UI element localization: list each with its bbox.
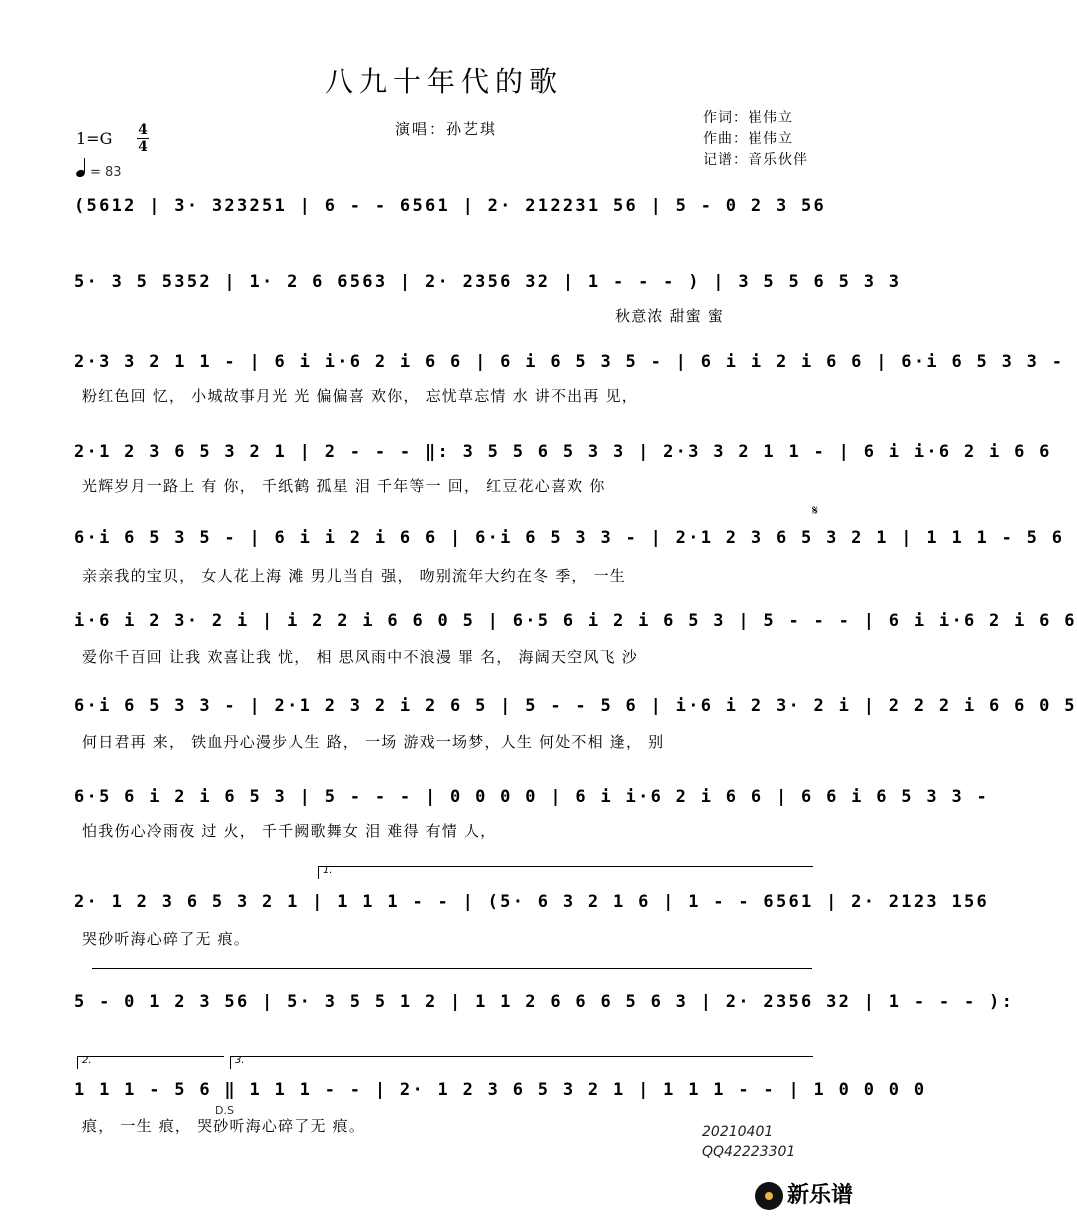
- lyric-line-4: 光辉岁月一路上 有 你， 千纸鹤 孤星 泪 千年等一 回， 红豆花心喜欢 你: [82, 477, 606, 495]
- volta-label-3: 3.: [235, 1055, 245, 1066]
- note-stem-icon: [84, 158, 85, 172]
- volta-label-2: 2.: [82, 1055, 92, 1066]
- volta-bracket-3: [230, 1056, 813, 1069]
- lyric-line-5: 亲亲我的宝贝， 女人花上海 滩 男儿当自 强， 吻别流年大约在冬 季， 一生: [82, 567, 626, 585]
- repeat-bracket: [92, 968, 812, 981]
- key-signature: 1=G: [76, 129, 113, 148]
- lyric-line-7: 何日君再 来， 铁血丹心漫步人生 路， 一场 游戏一场梦，人生 何处不相 逢， 别: [82, 733, 665, 751]
- volta-label-1: 1.: [323, 865, 333, 876]
- time-signature-top: 4: [138, 122, 148, 138]
- brand-logo: [755, 1178, 853, 1210]
- qq-stamp: QQ42223301: [702, 1144, 796, 1160]
- composer-credit: 作曲：崔伟立: [703, 131, 793, 147]
- staff-line-11: 1 1 1 - 5 6 ‖ 1 1 1 - - | 2· 1 2 3 6 5 3 2 1 | 1 1 1 - - | 1 0 0 0 0: [74, 1080, 927, 1100]
- lyric-line-8: 怕我伤心冷雨夜 过 火， 千千阙歌舞女 泪 难得 有情 人，: [82, 822, 497, 840]
- tempo-value: = 83: [90, 165, 122, 180]
- staff-line-5: 6·i 6 5 3 5 - | 6 i i 2 i 6 6 | 6·i 6 5 3 3 - | 2·1 2 3 6 5 3 2 1 | 1 1 1 - 5 6: [74, 528, 1065, 548]
- staff-line-8: 6·5 6 i 2 i 6 5 3 | 5 - - - | 0 0 0 0 | 6 i i·6 2 i 6 6 | 6 6 i 6 5 3 3 -: [74, 787, 990, 807]
- lyricist-credit: 作词：崔伟立: [703, 110, 793, 126]
- lyric-line-6: 爱你千百回 让我 欢喜让我 忧， 相 思风雨中不浪漫 罪 名， 海阔天空风飞 沙: [82, 648, 638, 666]
- tempo-mark: [76, 162, 122, 180]
- time-signature: [137, 122, 149, 155]
- lyric-line-3: 粉红色回 忆， 小城故事月光 光 偏偏喜 欢你， 忘忧草忘情 水 讲不出再 见，: [82, 387, 638, 405]
- credits-block: [703, 108, 808, 171]
- record-disc-icon: [755, 1182, 783, 1210]
- staff-line-9: 2· 1 2 3 6 5 3 2 1 | 1 1 1 - - | (5· 6 3 2 1 6 | 1 - - 6561 | 2· 2123 156: [74, 892, 990, 912]
- time-signature-bottom: 4: [138, 139, 148, 155]
- staff-line-7: 6·i 6 5 3 3 - | 2·1 2 3 2 i 2 6 5 | 5 - - 5 6 | i·6 i 2 3· 2 i | 2 2 2 i 6 6 0 5: [74, 696, 1077, 716]
- staff-line-10: 5 - 0 1 2 3 56 | 5· 3 5 5 1 2 | 1 1 2 6 6 6 5 6 3 | 2· 2356 32 | 1 - - - ):: [74, 992, 1015, 1012]
- staff-line-2: 5· 3 5 5352 | 1· 2 6 6563 | 2· 2356 32 | 1 - - - ) | 3 5 5 6 5 3 3: [74, 272, 902, 292]
- lyric-line-11: 痕， 一生 痕， 哭砂听海心碎了无 痕。: [82, 1117, 366, 1135]
- staff-line-1: (5612 | 3· 323251 | 6 - - 6561 | 2· 212231 56 | 5 - 0 2 3 56: [74, 196, 827, 216]
- date-stamp: 20210401: [702, 1124, 774, 1140]
- volta-bracket-1: [318, 866, 813, 879]
- staff-line-6: i·6 i 2 3· 2 i | i 2 2 i 6 6 0 5 | 6·5 6 i 2 i 6 5 3 | 5 - - - | 6 i i·6 2 i 6 6: [74, 611, 1077, 631]
- segno-sign: 𝄋: [812, 503, 819, 519]
- lyric-line-9: 哭砂听海心碎了无 痕。: [82, 930, 250, 948]
- song-title: 八九十年代的歌: [324, 65, 563, 98]
- staff-line-4: 2·1 2 3 6 5 3 2 1 | 2 - - - ‖: 3 5 5 6 5 3 3 | 2·3 3 2 1 1 - | 6 i i·6 2 i 6 6: [74, 442, 1052, 462]
- transcriber-credit: 记谱：音乐伙伴: [703, 152, 808, 168]
- volta-bracket-2: [77, 1056, 224, 1069]
- singer-credit: 演唱：孙艺琪: [395, 120, 498, 138]
- brand-logo-text: 新乐谱: [787, 1183, 854, 1208]
- ds-marker: D.S: [215, 1104, 234, 1117]
- staff-line-3: 2·3 3 2 1 1 - | 6 i i·6 2 i 6 6 | 6 i 6 5 3 5 - | 6 i i 2 i 6 6 | 6·i 6 5 3 3 -: [74, 352, 1065, 372]
- lyric-line-2: 秋意浓 甜蜜 蜜: [615, 307, 725, 325]
